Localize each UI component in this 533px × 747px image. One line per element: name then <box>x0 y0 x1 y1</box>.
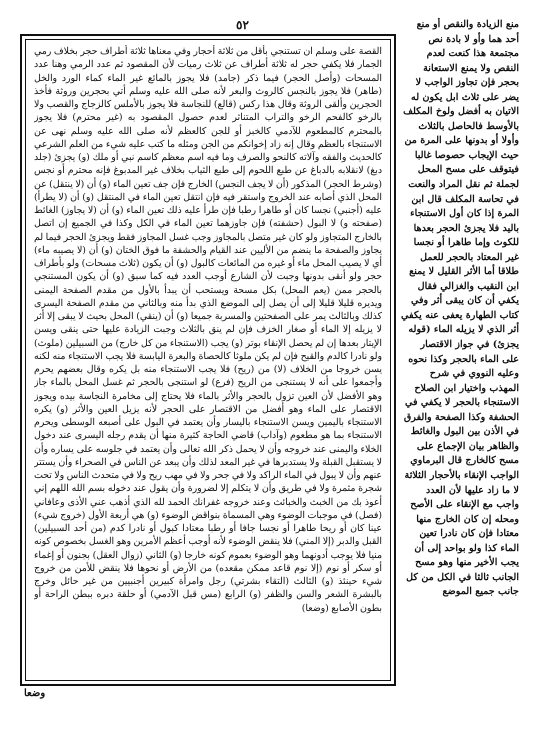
main-text-frame <box>20 34 396 686</box>
margin-notes-text: منع الزيادة والنقص أو منع أحد هما وأو لا بادة نص مجتمعة هذا كنعت لعدم النقص ولا يمنع الاستعانة بحجر فإن تجاوز الواجب لا يضر على ثلاث ابل يكون له الاتيان به أفضل ولوخ المكلف بالأوسط فالحاصل بالثلاث وأولا أو بدونها على المرة من حيث الإيجاب حصوصا غالبا فيتوقف على مسح المحل لجملة ثم نقل المراد والنعت في تحاسة المكلف قال ابن المرة إذا كان أول الاستنجاء باليد فلا يجزئ الحجر بعدها للكوث وإما طاهرا أو نجسا غير المعتاد بالحجر للعمل طلاقا أما الأثر القليل لا يمنع ابن النقيب والغزالي فقال يكفي أن كان يبقى أثر وفي كتاب الطهارة يعفى عنه يكفي أثر الذي لا يزيله الماء (قوله يجزئ) في جواز الاقتصار على الماء بالحجر وكذا نحوه وعليه النووي في شرح المهذب واختيار ابن الصلاح الاستنجاء بالحجر لا يكفي في الحشفة وكذا الصفحة والفرق في الأذن بين البول والغائط والظاهر بيان الإجماع على مسح كالخارج قال البرماوي الواجب الإنقاء بالأحجار الثلاثة لا ما زاد عليها لأن العدد واجب مع الإنقاء على الأصح ومحله إن كان الخارج منها معتادا فإن كان نادرا تعين الماء كذا ولو بواحد إلى أن يجب الأخير منها وهو مسح الجانب ثالثا في الكل من كل جانب جميع الموضع <box>401 19 519 598</box>
catchword: وضعا <box>24 688 46 699</box>
main-text-block <box>34 45 382 676</box>
main-text-body: القصة على وسلم ان تستنجي بأقل من ثلاثة أحجار وفي معناها ثلاثة أطراف حجر بخلاف رمي الجمار فلا يكفي حجر له ثلاثة أطراف عن ثلاث رميات لأن المقصود ثم عدد الرمي وهنا عدد المسحات (وأصل الحجر) فيما ذكر (جامد) فلا يجوز بالمائع غير الماء كماء الورد والخل (طاهر) فلا يجوز بالنجس كالروث والبعر لأنه صلى الله عليه وسلم أتي بحجرين وروثة فأخذ الحجرين وألقى الروثة وقال هذا ركس (قالع) للنجاسة فلا يجوز بالأملس كالزجاج والقصب ولا بالرخو كالفحم الرخو والتراب المتناثر لعدم حصول المقصود به (غير محترم) فلا يجوز بالمحترم كالمطعوم للآدمي كالخبز أو للجن كالعظم لأنه صلى الله عليه وسلم نهى عن الاستنجاء بالعظم وقال إنه زاد إخوانكم من الجن ومثله ما كتب عليه شيء من العلم الشرعي كالحديث والفقه وآلاته كالنحو والصرف وما فيه اسم معظم كاسم نبي أو ملك (و) يجزئ (جلد دبغ) لانقلابه بالدباغ عن طبع اللحوم إلى طبع الثياب بخلاف غير المدبوغ فإنه محترم أو نجس (وشرط الحجر) المذكور (أن لا يجف النجس) الخارج فإن جف تعين الماء (و) أن (لا ينتقل) عن المحل الذي أصابه عند الخروج واستقر فيه فإن انتقل تعين الماء في المنتقل (و) أن (لا يطرأ) عليه (أجنبي) نجسا كان أو طاهرا رطبا فإن طرأ عليه ذلك تعين الماء (و) أن (لا يجاوز) الغائط (صفحته و) لا البول (حشفته) فإن جاوزهما تعين الماء في الكل وكذا في الجميع إن اتصل بالخارج المتجاوز ولو كان غير متصل بالمجاوز وجب غسل المجاوز فقط ويجزئ الحجر فيما لم يجاوز والصفحة ما ينضم من الأليين عند القيام والحشفة ما فوق الختان (و) أن (لا يصيبه ماء) أي لا يصيب المحل ماء أو غيره من المائعات كالبول (و) أن يكون (ثلاث مسحات) ولو بأطراف حجر ولو أنقى بدونها وجبت لأن الشارع أوجب العدد فيه كما سبق (و) أن يكون المستنجي بالحجر ممن (يعم المحل) بكل مسحة ويستحب أن يبدأ بالأول من مقدم الصفحة اليمنى ويديره قليلا قليلا إلى أن يصل إلى الموضع الذي بدأ منه وبالثاني من مقدم الصفحة اليسرى كذلك وبالثالث يمر على الصفحتين والمسربة جميعا (و) أن (ينقي) المحل بحيث لا يبقى إلا أثر لا يزيله إلا الماء أو صغار الخزف فإن لم ينق بالثلاث وجبت الزيادة عليها حتى ينقى ويسن الإيتار بعدها إن لم يحصل الإنقاء بوتر (و) يجب (الاستنجاء من كل خارج) من السبيلين (ملوث) ولو نادرا كالدم والقيح فإن لم يكن ملوثا كالحصاة والبعرة اليابسة فلا يجب الاستنجاء منه لكنه يسن خروجا من الخلاف (لا) من (ريح) فلا يجب الاستنجاء منه بل يكره وقال بعضهم يحرم وأجمعوا على أنه لا يستنجى من الريح (فرع) لو استنجى بالحجر ثم غسل المحل بالماء جاز وهو الأفضل لأن العين تزول بالحجر والأثر بالماء فلا يحتاج إلى مخامرة النجاسة بيده ويجوز الاقتصار على الماء وهو أفضل من الاقتصار على الحجر لأنه يزيل العين والأثر (و) يكره الاستنجاء باليمين ويسن الاستنجاء باليسار وأن يعتمد في البول على أصبعه الوسطى ويحرم الاستنجاء بما هو مطعوم (وآداب) قاضي الحاجة كثيرة منها أن يقدم رجله اليسرى عند دخول الخلاء واليمنى عند خروجه وأن لا يحمل ذكر الله تعالى وأن يعتمد في جلوسه على يساره وأن لا يستقبل القبلة ولا يستدبرها في غير المعد لذلك وأن يبعد عن الناس في الصحراء وأن يستتر عنهم وأن لا يبول في الماء الراكد ولا في جحر ولا في مهب ريح ولا في متحدث الناس ولا تحت شجرة مثمرة ولا في طريق وأن لا يتكلم إلا لضرورة وأن يقول عند دخوله بسم الله اللهم إني أعوذ بك من الخبث والخبائث وعند خروجه غفرانك الحمد لله الذي أذهب عني الأذى وعافاني (فصل) في موجبات الوضوء وهي المسماة بنواقض الوضوء (و) هي أربعة الأول (خروج شيء) عينا كان أو ريحا طاهرا أو نجسا جافا أو رطبا معتادا كبول أو نادرا كدم (من أحد السبيلين) القبل والدبر (إلا المني) فلا ينقض الوضوء لأنه أوجب أعظم الأمرين وهو الغسل بخصوص كونه منيا فلا يوجب أدونهما وهو الوضوء بعموم كونه خارجا (و) الثاني (زوال العقل) بجنون أو إغماء أو سكر أو نوم (إلا نوم قاعد ممكن مقعده) من الأرض أو نحوها فلا ينقض للأمن من خروج شيء حينئذ (و) الثالث (التقاء بشرتي) رجل وامرأة كبيرين أجنبيين من غير حائل وخرج بالبشرة الشعر والسن والظفر (و) الرابع (مس قبل الآدمي) أو حلقة دبره ببطن الراحة أو بطون الأصابع (وضعا) <box>34 46 382 614</box>
main-text-frame-inner <box>25 39 391 681</box>
margin-commentary <box>401 18 519 658</box>
page-number: ٥٢ <box>236 18 249 32</box>
